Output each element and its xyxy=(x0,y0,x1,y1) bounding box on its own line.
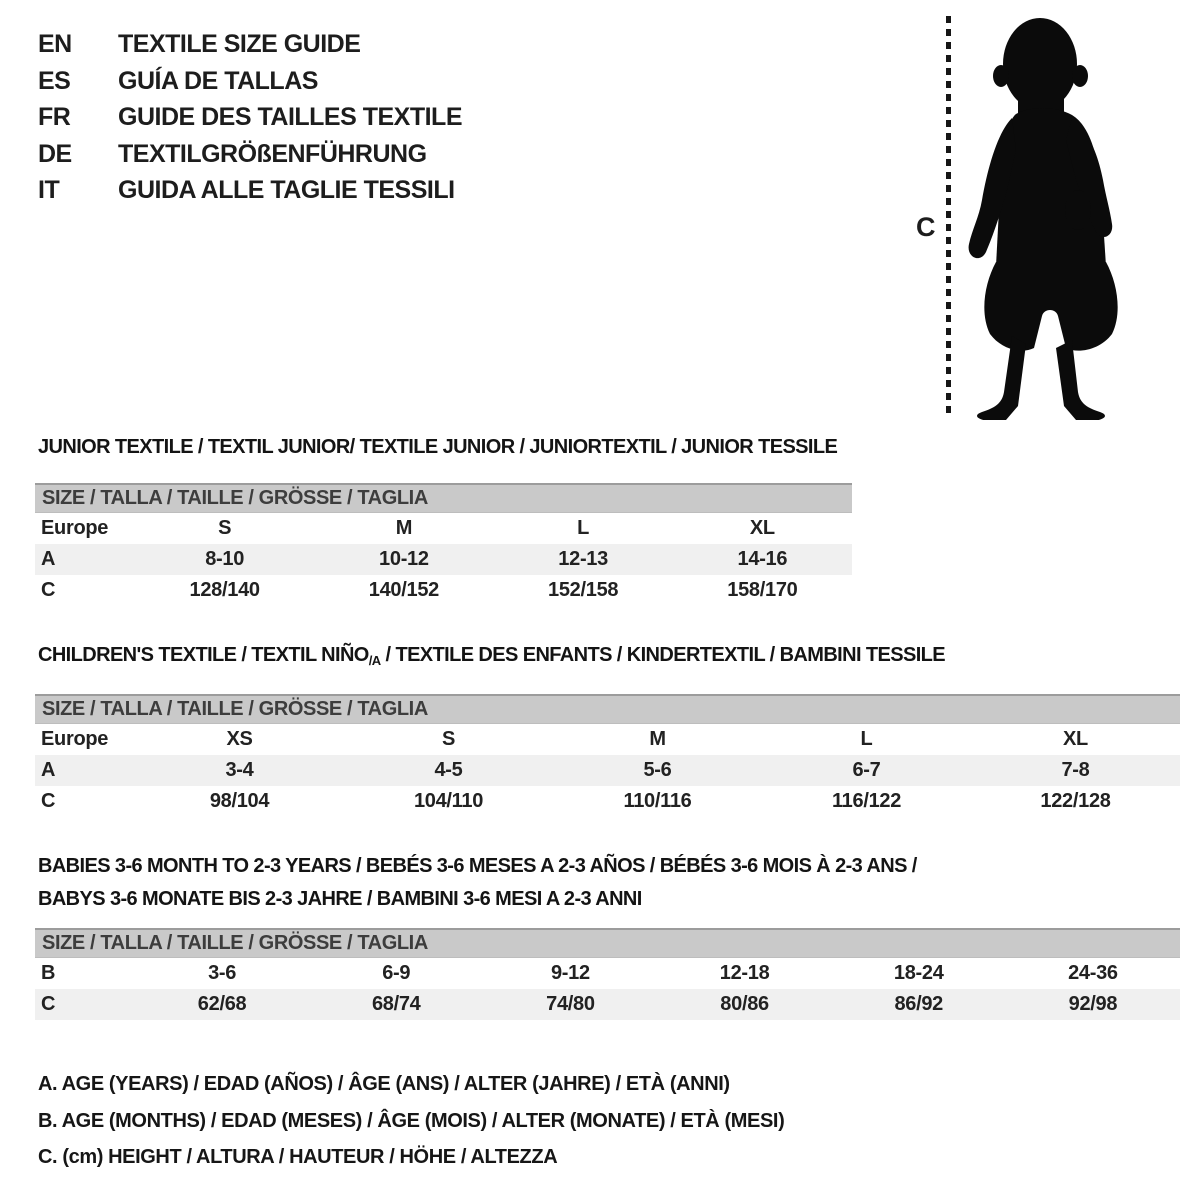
table-cell: 122/128 xyxy=(1040,790,1111,812)
table-cell: 6-7 xyxy=(852,759,881,781)
size-table-header: SIZE / TALLA / TAILLE / GRÖSSE / TAGLIA xyxy=(35,928,1180,958)
table-cell: A xyxy=(41,759,56,781)
language-row xyxy=(38,26,462,63)
table-cell: Europe xyxy=(41,517,109,539)
table-cell: 12-13 xyxy=(558,548,608,570)
language-list xyxy=(38,26,462,209)
title-line-1: BABIES 3-6 MONTH TO 2-3 YEARS / BEBÉS 3-6 MESES A 2-3 AÑOS / BÉBÉS 3-6 MOIS À 2-3 ANS / xyxy=(38,855,917,877)
title-text: CHILDREN'S TEXTILE / TEXTIL NIÑO xyxy=(38,644,369,666)
table-cell: XL xyxy=(1063,728,1088,750)
language-code: EN xyxy=(38,30,72,58)
table-cell: 8-10 xyxy=(205,548,245,570)
table-cell: S xyxy=(441,728,456,750)
section-childrens-textile xyxy=(35,643,1180,817)
size-table-junior xyxy=(35,483,852,606)
language-row xyxy=(38,136,462,173)
size-table-header: SIZE / TALLA / TAILLE / GRÖSSE / TAGLIA xyxy=(35,694,1180,724)
measure-label-c: C xyxy=(916,212,936,242)
table-cell: 68/74 xyxy=(371,993,421,1015)
table-cell: S xyxy=(218,517,232,539)
table-row-height xyxy=(35,575,852,606)
toddler-silhouette xyxy=(960,14,1142,420)
language-label: TEXTILGRÖßENFÜHRUNG xyxy=(118,139,427,168)
section-title xyxy=(38,850,1180,916)
table-cell: 14-16 xyxy=(737,548,788,570)
table-cell: 18-24 xyxy=(893,962,944,984)
table-cell: 110/116 xyxy=(623,790,692,812)
table-row-height xyxy=(35,989,1180,1020)
table-cell: C xyxy=(41,993,56,1015)
table-cell: 4-5 xyxy=(434,759,463,781)
table-cell: C xyxy=(41,790,56,812)
section-junior-textile xyxy=(35,435,852,606)
table-cell: 3-4 xyxy=(225,759,254,781)
language-row xyxy=(38,172,462,209)
size-table-header: SIZE / TALLA / TAILLE / GRÖSSE / TAGLIA xyxy=(35,483,852,513)
table-cell: 128/140 xyxy=(189,579,260,601)
language-label: TEXTILE SIZE GUIDE xyxy=(118,30,361,58)
table-cell: 158/170 xyxy=(727,579,798,601)
section-title: JUNIOR TEXTILE / TEXTIL JUNIOR/ TEXTILE JUNIOR / JUNIORTEXTIL / JUNIOR TESSILE xyxy=(38,436,838,458)
table-cell: 6-9 xyxy=(382,962,411,984)
table-cell: 116/122 xyxy=(831,790,902,812)
table-cell: 7-8 xyxy=(1061,759,1090,781)
measurement-legend xyxy=(38,1066,784,1176)
table-cell: L xyxy=(860,728,873,750)
table-row-age xyxy=(35,544,852,575)
table-cell: 92/98 xyxy=(1068,993,1118,1015)
legend-line-a: A. AGE (YEARS) / EDAD (AÑOS) / ÂGE (ANS) / ALTER (JAHRE) / ETÀ (ANNI) xyxy=(38,1073,730,1095)
table-cell: C xyxy=(41,579,56,601)
language-code: FR xyxy=(38,103,71,132)
section-babies-textile xyxy=(35,850,1180,1020)
table-cell: XL xyxy=(749,517,775,539)
table-cell: 86/92 xyxy=(894,993,944,1015)
table-row-europe xyxy=(35,513,852,544)
table-cell: 9-12 xyxy=(550,962,590,984)
table-cell: 3-6 xyxy=(208,962,237,984)
table-cell: 24-36 xyxy=(1068,962,1118,984)
section-title xyxy=(38,643,1180,673)
size-table-children xyxy=(35,694,1180,817)
language-row xyxy=(38,99,462,136)
table-cell: 5-6 xyxy=(643,759,672,781)
table-cell: 12-18 xyxy=(719,962,770,984)
table-row-months xyxy=(35,958,1180,989)
size-table-babies xyxy=(35,928,1180,1020)
legend-line-c: C. (cm) HEIGHT / ALTURA / HAUTEUR / HÖHE / ALTEZZA xyxy=(38,1146,558,1169)
title-line-2: BABYS 3-6 MONATE BIS 2-3 JAHRE / BAMBINI 3-6 MESI A 2-3 ANNI xyxy=(38,888,642,910)
table-cell: XS xyxy=(226,728,253,750)
table-cell: 62/68 xyxy=(197,993,247,1015)
table-cell: 152/158 xyxy=(548,579,619,601)
language-label: GUIDE DES TAILLES TEXTILE xyxy=(118,103,463,132)
table-cell: 80/86 xyxy=(720,993,769,1015)
table-cell: 98/104 xyxy=(209,790,270,812)
language-code: IT xyxy=(38,176,60,205)
table-row-height xyxy=(35,786,1180,817)
table-cell: L xyxy=(577,517,590,539)
table-cell: M xyxy=(649,728,666,750)
table-cell: 10-12 xyxy=(379,548,429,570)
legend-line-b: B. AGE (MONTHS) / EDAD (MESES) / ÂGE (MOIS) / ALTER (MONATE) / ETÀ (MESI) xyxy=(38,1109,785,1132)
language-code: ES xyxy=(38,66,71,95)
title-subscript: /A xyxy=(368,653,381,668)
table-cell: Europe xyxy=(41,728,109,750)
table-cell: B xyxy=(41,962,56,984)
table-cell: 140/152 xyxy=(368,579,439,601)
table-cell: M xyxy=(395,517,413,539)
title-text: / TEXTILE DES ENFANTS / KINDERTEXTIL / BAMBINI TESSILE xyxy=(380,644,946,666)
language-label: GUIDA ALLE TAGLIE TESSILI xyxy=(118,176,455,205)
table-cell: 74/80 xyxy=(546,993,595,1015)
language-code: DE xyxy=(38,139,72,168)
table-cell: 104/110 xyxy=(413,790,484,812)
height-measure-line xyxy=(946,16,951,418)
table-cell: A xyxy=(41,548,56,570)
language-label: GUÍA DE TALLAS xyxy=(118,66,318,95)
language-row xyxy=(38,63,462,100)
table-row-europe xyxy=(35,724,1180,755)
table-row-age xyxy=(35,755,1180,786)
